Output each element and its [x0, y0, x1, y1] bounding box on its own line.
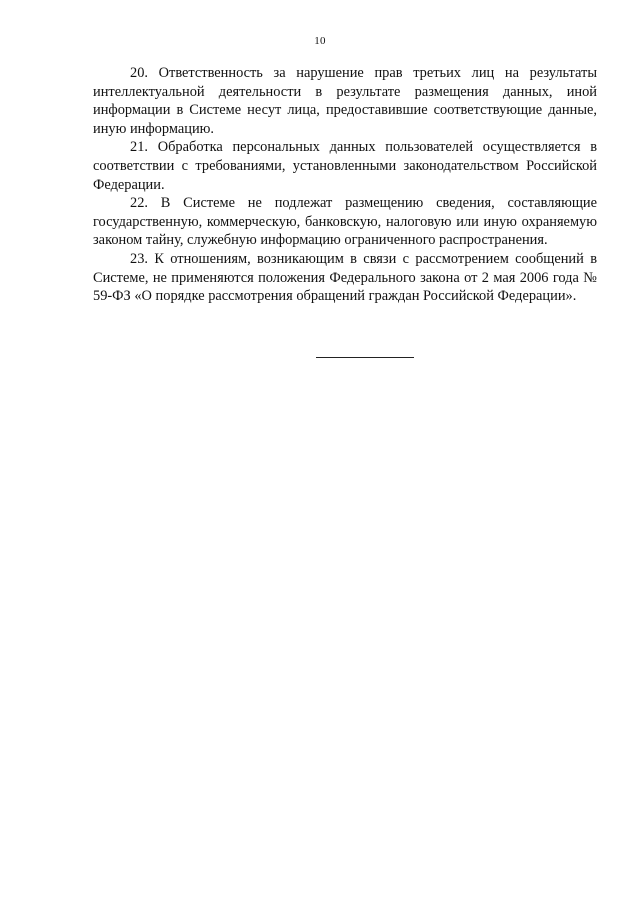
document-body	[93, 64, 597, 306]
paragraph-21: 21. Обработка персональных данных пользователей осуществляется в соответствии с требованиями, установленными законодательством Российской Федерации.	[93, 139, 597, 193]
paragraph-23: 23. К отношениям, возникающим в связи с рассмотрением сообщений в Системе, не применяются положения Федерального закона от 2 мая 2006 года № 59-ФЗ «О порядке рассмотрения обращений граждан Российской Федерации».	[93, 250, 597, 305]
page-number: 10	[314, 35, 326, 47]
paragraph-20: 20. Ответственность за нарушение прав третьих лиц на результаты интеллектуальной деятельности в результате размещения данных, иной информации в Системе несут лица, предоставившие соответствующие данные, иную информацию.	[93, 65, 597, 137]
paragraph-22: 22. В Системе не подлежат размещению сведения, составляющие государственную, коммерческую, банковскую, налоговую или иную охраняемую законом тайну, служебную информацию ограниченного распространения.	[93, 195, 597, 249]
end-of-document-divider	[316, 357, 414, 358]
